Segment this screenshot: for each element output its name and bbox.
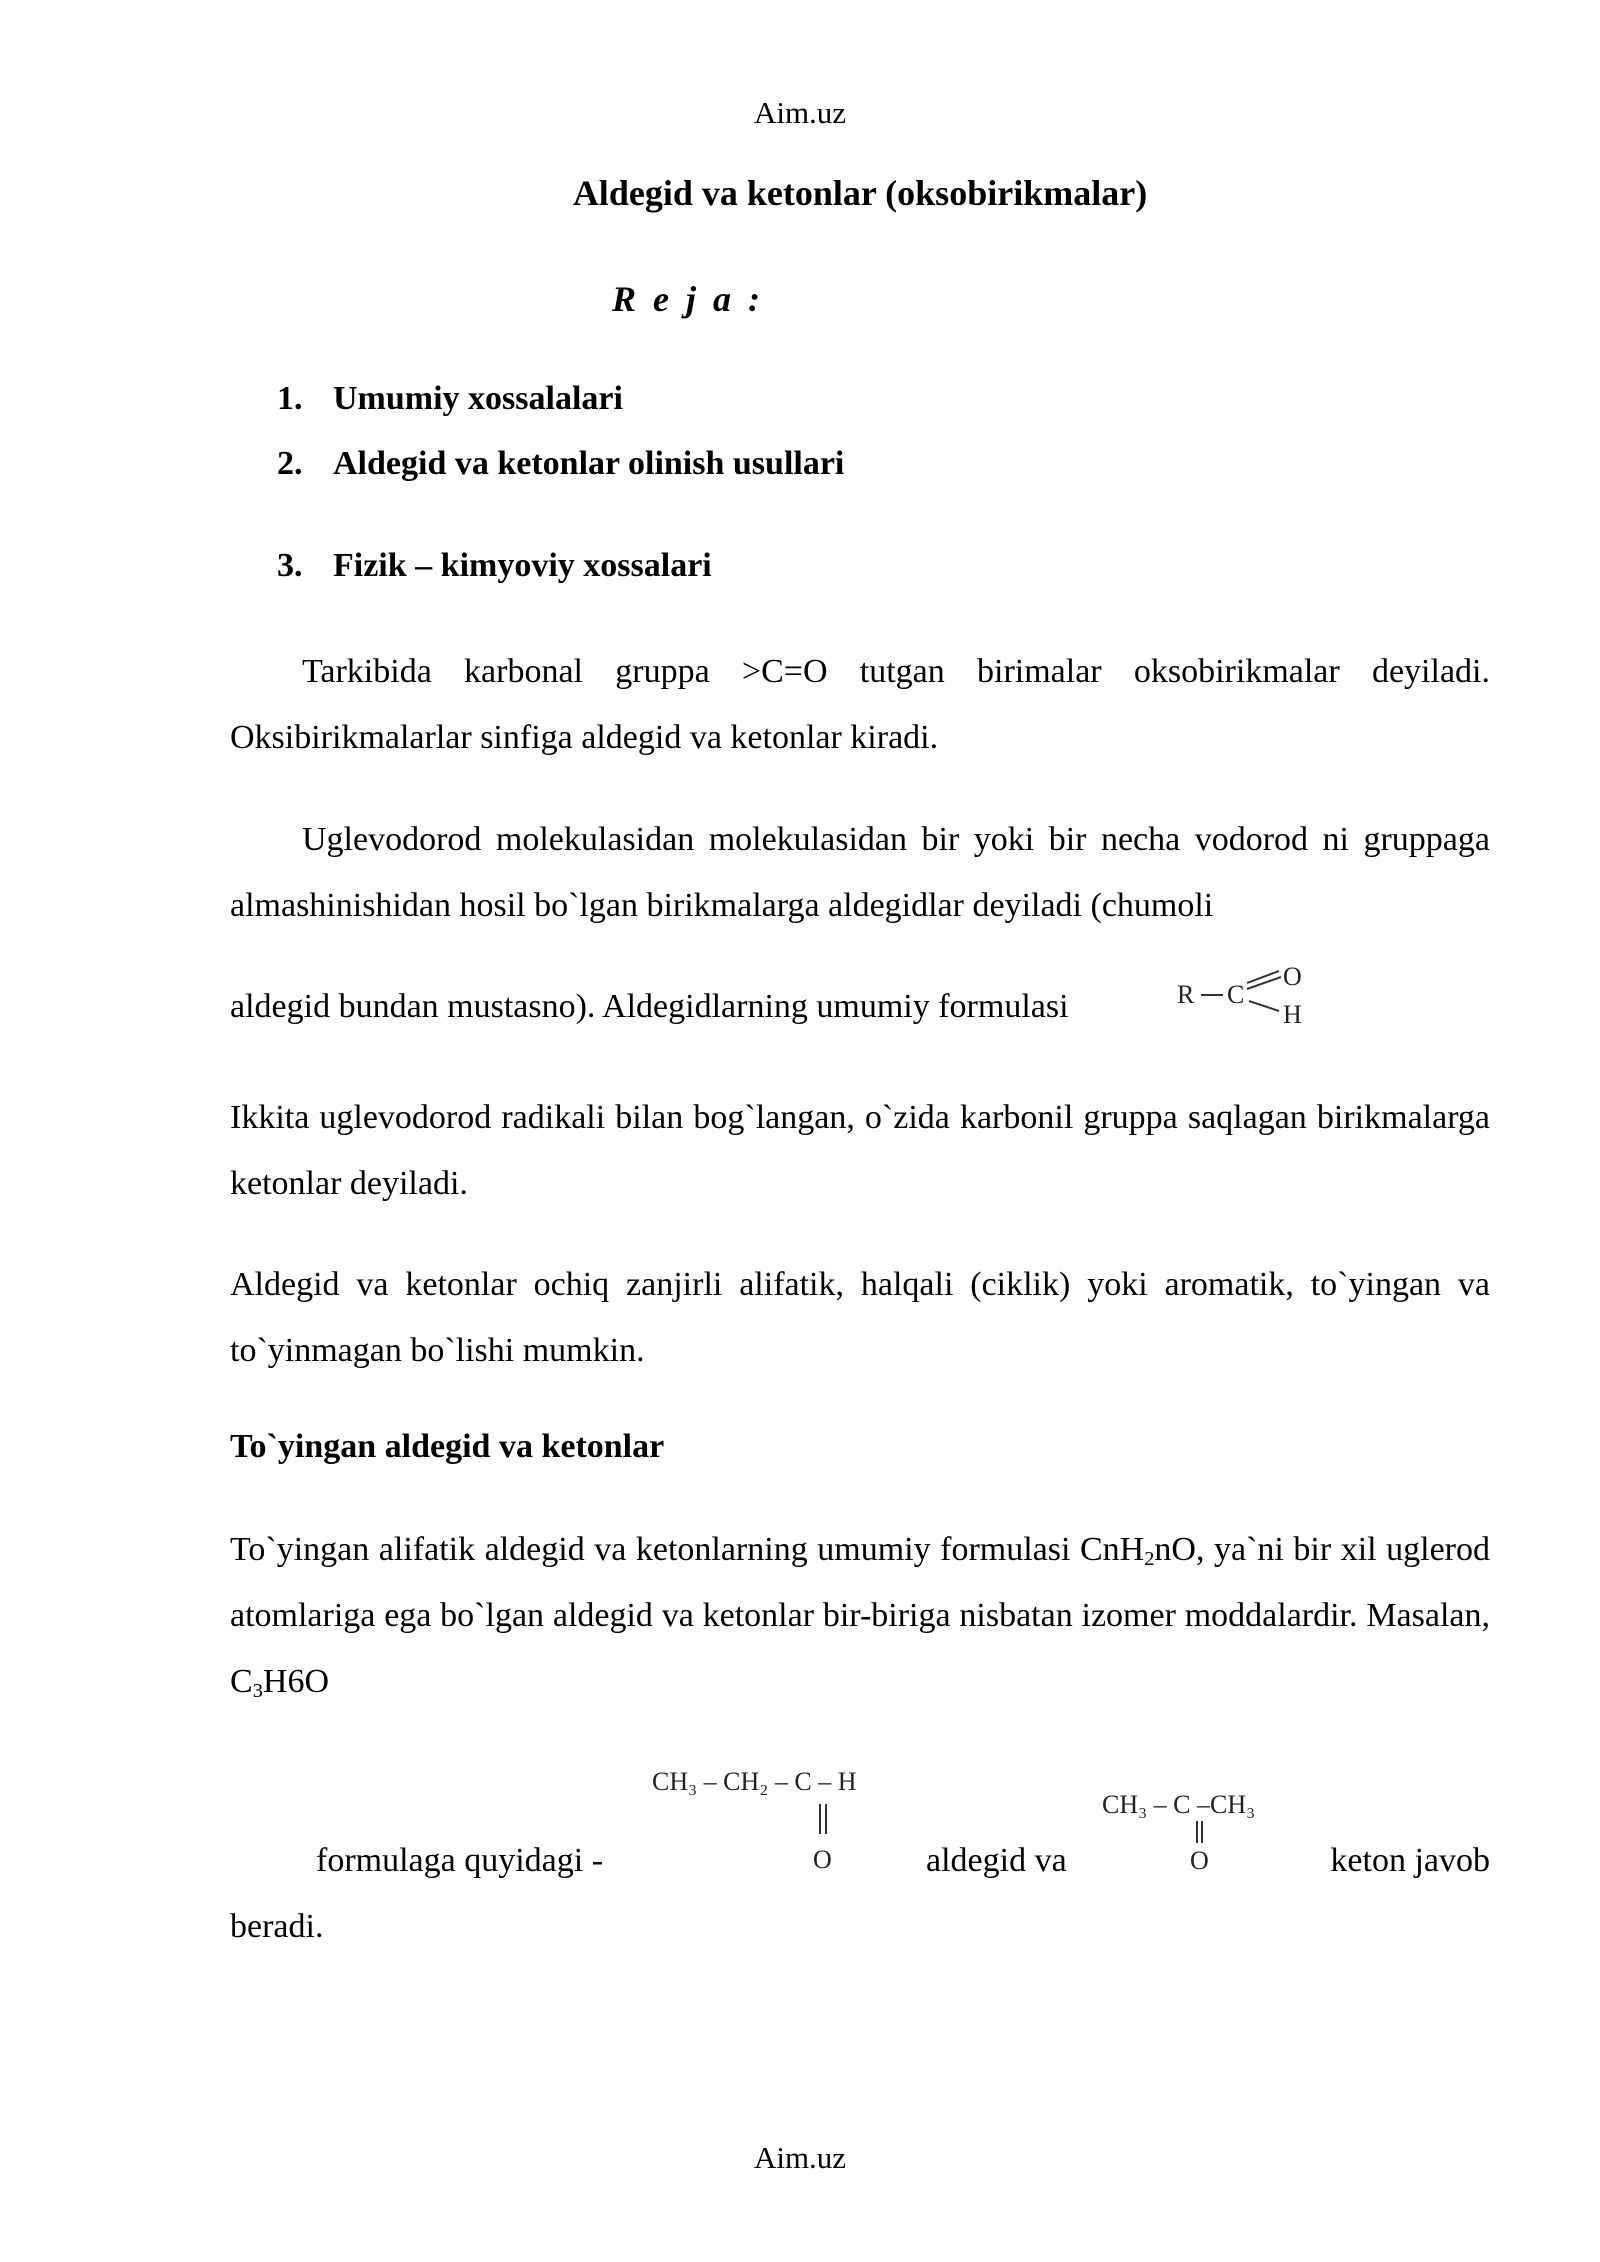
plan-item-number: 3.	[277, 547, 303, 584]
acetone-formula	[1100, 1773, 1310, 1873]
general-aldehyde-formula	[1175, 955, 1335, 1035]
propanal-oxygen: O	[813, 1845, 832, 1874]
propanal-formula	[650, 1750, 910, 1880]
paragraph-general-formula	[230, 1517, 1490, 1715]
plan-item	[277, 445, 844, 483]
formula-H: H	[1283, 1000, 1302, 1029]
plan-item	[277, 380, 623, 418]
page-header: Aim.uz	[753, 95, 847, 130]
paragraph-aldehyde-definition: Uglevodorod molekulasidan molekulasidan bir yoki bir necha vodorod ni gruppaga almashinishidan hosil bo`lgan birikmalarga aldegidlar deyiladi (chumoli	[230, 821, 1490, 924]
formula-line-part3: keton javob	[1330, 1842, 1490, 1879]
general-formula-text-a: To`yingan alifatik aldegid va ketonlarning umumiy formulasi CnH	[230, 1531, 1145, 1568]
formula-R: R	[1177, 980, 1195, 1009]
plan-item-number: 2.	[277, 445, 303, 482]
plan-item-number: 1.	[277, 380, 303, 417]
formula-O: O	[1283, 962, 1302, 991]
paragraph-classification: Aldegid va ketonlar ochiq zanjirli alifatik, halqali (ciklik) yoki aromatik, to`yingan va to`yinmagan bo`lishi mumkin.	[230, 1266, 1490, 1369]
paragraph-ketone-definition: Ikkita uglevodorod radikali bilan bog`langan, o`zida karbonil gruppa saqlagan birikmalarga ketonlar deyiladi.	[230, 1099, 1490, 1202]
plan-heading: R e j a :	[612, 279, 764, 319]
formula-line-part1: formulaga quyidagi -	[316, 1842, 604, 1879]
formula-line-part2: aldegid va	[926, 1842, 1067, 1879]
plan-item-text: Fizik – kimyoviy xossalari	[333, 547, 712, 584]
plan-item-text: Umumiy xossalalari	[333, 380, 623, 417]
formula-line-continuation: beradi.	[230, 1908, 324, 1945]
formula-C: C	[1227, 980, 1245, 1009]
acetone-text: CH₃ – C –CH₃	[1102, 1790, 1256, 1819]
example-text: H6O	[262, 1663, 329, 1700]
acetone-oxygen: O	[1190, 1846, 1209, 1873]
general-formula-subscript: 2	[1144, 1548, 1155, 1571]
plan-item-text: Aldegid va ketonlar olinish usullari	[333, 445, 845, 482]
paragraph-definition: Tarkibida karbonal gruppa >C=O tutgan birimalar oksobirikmalar deyiladi. Oksibirikmalarlar sinfiga aldegid va ketonlar kiradi.	[230, 653, 1490, 756]
example-subscript: 3	[252, 1680, 263, 1703]
plan-item	[277, 547, 712, 585]
section-heading: To`yingan aldegid va ketonlar	[230, 1428, 665, 1465]
propanal-text: CH₃ – CH₂ – C – H	[652, 1767, 857, 1796]
page-footer: Aim.uz	[753, 2140, 847, 2175]
general-formula-text-b: nO, ya`ni bir xil uglerod atomlariga ega bo`lgan aldegid va ketonlar bir-biriga nisbatan izomer moddalardir. Masalan, C	[230, 1531, 1490, 1700]
paragraph-aldehyde-formula-line: aldegid bundan mustasno). Aldegidlarning umumiy formulasi	[230, 988, 1069, 1025]
document-title: Aldegid va ketonlar (oksobirikmalar)	[572, 173, 1148, 213]
